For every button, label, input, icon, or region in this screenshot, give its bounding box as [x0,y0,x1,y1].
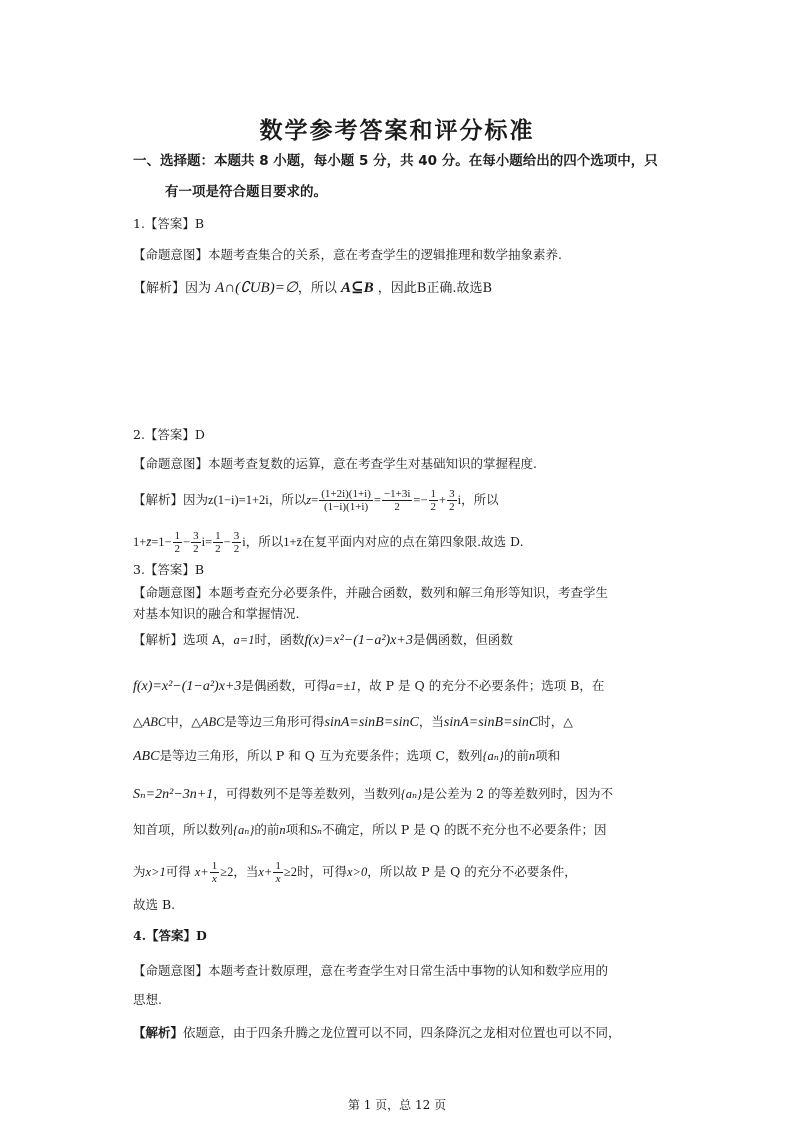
q4-answer [133,927,668,945]
intent-text: 本题考查充分必要条件，并融合函数，数列和解三角形等知识，考查学生 [208,585,609,600]
formula: ≥2 [283,865,297,879]
formula: x+ [258,865,273,879]
fraction: $\frac{3}{2}$ [449,488,455,513]
text: 因为 [183,492,209,507]
triangle-symbol: △ [563,714,573,729]
analysis-label: 【解析】 [133,492,184,507]
q3-analysis-line-1 [133,631,668,650]
formula: f(x)=x²−(1−a²)x+3 [304,633,413,648]
text: ，可得数列不是等差数列，当数列 [213,786,401,801]
q1-analysis [133,279,668,298]
text: ，当 [233,864,259,879]
text: ，因此B正确.故选B [377,281,493,296]
q3-analysis-line-8: 故选 B. [133,897,176,912]
text: 是公差为 2 的等差数列时，因为不 [422,786,613,801]
text: 的前 [254,822,280,837]
fraction: $\frac{1}{2}$ [174,530,181,555]
formula: Sₙ [310,823,322,837]
text: 中， [166,714,192,729]
q2-analysis-line-2: 1+z̄=1− $\frac{1}{2}$ − $\frac{3}{2}$ i= $\frac{1}{2}$ − $\frac{3}{2}$ i，所以1+z̄在复平面内对应的点在第四象限.故选 D. [133,530,524,555]
formula: 1+z̄ [283,535,303,549]
analysis-label: 【解析】 [133,632,184,647]
q3-answer: 3.【答案】B [133,562,205,577]
formula: f(x)=x²−(1−a²)x+3 [133,679,242,694]
q3-analysis-line-7 [133,854,668,890]
formula: ≥2 [220,865,234,879]
formula: n [279,823,286,837]
text: 时，函数 [254,632,305,647]
q3-analysis-line-3 [133,713,668,732]
intent-label: 【命题意图】 [133,963,209,978]
intent-label: 【命题意图】 [133,247,209,262]
q3-analysis-line-4 [133,747,668,766]
analysis-label: 【解析】 [133,1025,184,1040]
text: 是偶函数，可得 [241,678,329,693]
triangle-symbol: △ [191,714,201,729]
q3-analysis-line-5 [133,785,668,804]
q4-intent-line-1 [133,962,668,980]
fraction: $\frac{-1+3i}{2}$ [383,488,411,513]
q3-analysis-line-6 [133,821,668,839]
text: ，所以 [461,492,499,507]
fraction: $\frac{3}{2}$ [233,530,240,555]
formula: A⊆B [341,280,374,296]
formula: {aₙ} [233,823,255,837]
text: 的前 [503,748,529,763]
q3-analysis-line-2 [133,677,668,696]
q1-intent [133,246,668,264]
text: 选项 A， [183,632,234,647]
formula: sinA=sinB=sinC [443,715,539,730]
formula: {aₙ} [482,749,504,763]
page-footer: 第 1 页，总 12 页 [347,1098,447,1112]
text: 是等边三角形，所以 P 和 Q 互为充要条件；选项 C，数列 [159,748,483,763]
formula: ABC [133,749,160,764]
formula: ABC [200,715,225,729]
fraction: $\frac{1}{2}$ [215,530,221,555]
text: ，所以 [297,281,337,296]
text: 不确定，所以 P 是 Q 的既不充分也不必要条件；因 [321,822,607,837]
text: 因为 [185,281,212,296]
formula: sinA=sinB=sinC [324,715,419,730]
fraction: $\frac{(1+2i)(1+i)}{(1-i)(1+i)}$ [321,488,371,513]
fraction: $\frac{3}{2}$ [193,530,199,555]
q2-analysis-line-1: 【解析】因为z(1−i)=1+2i，所以z= $\frac{(1+2i)(1+i)}{(1-i)(1+i)}$ = $\frac{-1+3i}{2}$ =− $\frac{1}{2}$ + $\frac{3}{2}$ i，所以 [133,488,499,513]
triangle-symbol: △ [133,714,143,729]
text: 项和 [285,822,311,837]
formula: x>0 [347,865,368,879]
formula: ABC [142,715,167,729]
text: ，所以 [268,492,307,507]
q2-answer: 2.【答案】D [133,427,205,442]
intent-text: 本题考查集合的关系，意在考查学生的逻辑推理和数学抽象素养. [208,247,562,262]
section-heading-line-2: 有一项是符合题目要求的。 [165,184,327,200]
intent-text: 本题考查计数原理，意在考查学生对日常生活中事物的认知和数学应用的 [208,963,609,978]
formula: A∩(∁UB)=∅ [215,280,298,296]
text: ，故 P 是 Q 的充分不必要条件；选项 B，在 [356,678,605,693]
section-heading-line-1: 一、选择题：本题共 8 小题，每小题 5 分，共 40 分。在每小题给出的四个选项中，只 [133,153,658,169]
fraction: $\frac{1}{x}$ [211,860,218,885]
text: 知首项，所以数列 [133,822,234,837]
text: 在复平面内对应的点在第四象限.故选 D. [302,534,524,549]
formula: Sₙ=2n²−3n+1 [133,787,214,802]
formula: a=±1 [328,679,357,693]
intent-text: 本题考查复数的运算，意在考查学生对基础知识的掌握程度. [208,456,537,471]
text: ，当 [418,714,444,729]
q4-intent-line-2: 思想. [133,992,162,1007]
formula: a=1 [233,633,255,647]
answer-text: 4.【答案】D [133,928,207,943]
formula: z(1−i)=1+2i [208,493,269,507]
fraction: $\frac{1}{2}$ [430,488,437,513]
text: 时， [538,714,564,729]
text: ，所以 [245,534,284,549]
q3-intent-line-2: 对基本知识的融合和掌握情况. [133,606,300,621]
text: ，所以故 P 是 Q 的充分不必要条件， [367,864,577,879]
formula: n [528,749,536,763]
formula: x+ [194,865,209,879]
q4-analysis [133,1024,668,1042]
text: 可得 [165,864,191,879]
intent-label: 【命题意图】 [133,456,209,471]
analysis-text: 依题意，由于四条升腾之龙位置可以不同，四条降沉之龙相对位置也可以不同， [183,1025,621,1040]
formula: {aₙ} [400,787,423,801]
q1-answer: 1.【答案】B [133,216,205,231]
page-title: 数学参考答案和评分标准 [259,118,535,144]
text: 项和 [535,748,561,763]
text: 为 [133,864,146,879]
q2-intent [133,455,668,473]
q3-intent-line-1 [133,584,668,602]
analysis-label: 【解析】 [133,281,186,296]
intent-label: 【命题意图】 [133,585,209,600]
text: 是等边三角形可得 [224,714,325,729]
text: 时，可得 [296,864,347,879]
formula: x>1 [145,865,166,879]
fraction: $\frac{1}{x}$ [275,860,281,885]
text: 是偶函数，但函数 [412,632,513,647]
